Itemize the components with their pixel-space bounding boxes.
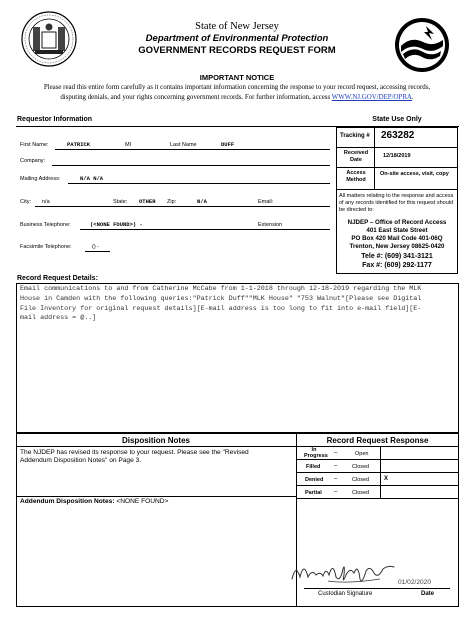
addendum-label: Addendum Disposition Notes: bbox=[20, 498, 115, 505]
office-line-1: NJDEP – Office of Record Access bbox=[347, 219, 447, 226]
mailing-underline bbox=[68, 183, 330, 184]
info-text: All matters relating to the response and access of any records identified for this request should be directed to: bbox=[339, 193, 454, 213]
form-title: GOVERNMENT RECORDS REQUEST FORM bbox=[138, 45, 336, 56]
opra-link[interactable]: WWW.NJ.GOV/DEP/OPRA bbox=[331, 94, 412, 101]
state-title: State of New Jersey bbox=[195, 21, 279, 32]
extension-label: Extension bbox=[258, 222, 283, 228]
response-title: Record Request Response bbox=[326, 436, 429, 445]
company-underline bbox=[52, 165, 330, 166]
tracking-value: 263282 bbox=[381, 130, 415, 141]
zip-label: Zip: bbox=[167, 199, 177, 205]
notice-title: IMPORTANT NOTICE bbox=[199, 73, 275, 82]
access-value: On-site access, visit, copy bbox=[380, 171, 449, 177]
city-label: City: bbox=[20, 199, 31, 205]
company-label: Company: bbox=[20, 158, 46, 164]
mailing-label: Mailing Address: bbox=[20, 176, 61, 182]
tracking-label: Tracking # bbox=[340, 133, 370, 139]
business-phone-label: Business Telephone: bbox=[20, 222, 71, 228]
last-name-field[interactable]: DUFF bbox=[221, 141, 235, 148]
notice-line-2-end: . bbox=[411, 94, 414, 101]
email-label: Email: bbox=[258, 199, 274, 205]
response-denied-label: Denied bbox=[305, 477, 324, 483]
received-label: Received Date bbox=[343, 150, 369, 163]
office-line-3: PO Box 420 Mail Code 401-06Q bbox=[351, 235, 443, 242]
city-underline bbox=[35, 206, 330, 207]
addendum-row bbox=[20, 498, 168, 505]
signature-line bbox=[304, 588, 450, 589]
last-name-label: Last Name bbox=[170, 142, 197, 148]
first-name-label: First Name: bbox=[20, 142, 49, 148]
state-field[interactable]: OTHER bbox=[139, 198, 156, 205]
response-denied-dash: – bbox=[334, 476, 338, 482]
response-filled-dash: – bbox=[334, 463, 338, 469]
first-name-field[interactable]: PATRICK bbox=[67, 141, 91, 148]
response-denied-mark[interactable]: X bbox=[384, 476, 389, 482]
notice-line-1: Please read this entire form carefully as it contains important information concerning the response to your record request, accessing records, bbox=[43, 84, 431, 91]
response-filled-status: Closed bbox=[352, 464, 370, 470]
response-row-line-4 bbox=[296, 498, 459, 499]
notice-line-2 bbox=[0, 94, 474, 101]
fax-number: Fax #: (609) 292-1177 bbox=[362, 262, 432, 269]
response-denied-status: Closed bbox=[352, 477, 370, 483]
department-title: Department of Environmental Protection bbox=[145, 33, 329, 44]
received-value: 12/18/2019 bbox=[383, 153, 411, 159]
disposition-title: Disposition Notes bbox=[121, 436, 190, 445]
custodian-label: Custodian Signature bbox=[318, 591, 373, 597]
state-use-divider bbox=[374, 127, 375, 189]
mailing-field[interactable]: N/A N/A bbox=[80, 175, 104, 182]
signature-date: 01/02/2020 bbox=[398, 579, 432, 586]
state-label: State: bbox=[113, 199, 128, 205]
fax-field[interactable]: () - bbox=[92, 244, 100, 250]
disposition-text: The NJDEP has revised its response to your request. Please see the "Revised Addendum Disposition Notes" on Page 3. bbox=[20, 449, 249, 464]
fax-label: Facsimile Telephone: bbox=[20, 244, 72, 250]
state-use-row2 bbox=[336, 167, 458, 168]
name-underline bbox=[55, 149, 330, 150]
custodian-signature bbox=[288, 555, 400, 587]
record-request-label: Record Request Details: bbox=[17, 275, 98, 282]
response-row-line-3 bbox=[296, 485, 459, 486]
response-in-progress-dash: – bbox=[334, 450, 338, 456]
office-line-2: 401 East State Street bbox=[366, 227, 428, 234]
notice-line-2-text: disputing denials, and your rights concerning government records. For further information, access bbox=[60, 94, 332, 101]
response-partial-status: Closed bbox=[352, 490, 370, 496]
state-use-row3 bbox=[336, 189, 458, 190]
state-use-row1 bbox=[336, 147, 458, 148]
response-in-progress-status: Open bbox=[355, 451, 369, 457]
mi-label: MI bbox=[125, 142, 132, 148]
response-row-line-2 bbox=[296, 472, 459, 473]
response-partial-dash: – bbox=[334, 489, 338, 495]
city-field[interactable]: n/a bbox=[42, 199, 50, 205]
tel-number: Tele #: (609) 341-3121 bbox=[361, 253, 433, 260]
record-request-text: Email communications to and from Catherine McCabe from 1-1-2018 through 12-18-2019 regarding the MLK House in Camden with the following queries:"Patrick Duff""MLK House" "753 Walnut"[Please see Digital File Inventory for original request details][E-mail address is too long to fit into e-mail field][E- mail address = @..] bbox=[20, 285, 422, 323]
response-row-line-1 bbox=[296, 459, 459, 460]
business-phone-field[interactable]: (<NONE FOUND>) - bbox=[90, 221, 143, 228]
zip-field[interactable]: N/A bbox=[197, 198, 207, 205]
access-label: Access Method bbox=[346, 170, 366, 183]
response-partial-label: Partial bbox=[305, 490, 322, 496]
fax-underline bbox=[85, 251, 110, 252]
phone-underline bbox=[80, 229, 330, 230]
disposition-header-line bbox=[16, 446, 459, 447]
response-filled-label: Filled bbox=[306, 464, 321, 470]
date-label: Date bbox=[421, 591, 435, 597]
state-use-title: State Use Only bbox=[372, 116, 422, 123]
requestor-section-title: Requestor Information bbox=[17, 116, 93, 123]
addendum-line bbox=[16, 496, 296, 497]
dep-logo bbox=[393, 16, 451, 74]
response-in-progress-label: In Progress bbox=[304, 447, 328, 459]
office-line-4: Trenton, New Jersey 08625-0420 bbox=[349, 243, 445, 250]
addendum-value: <NONE FOUND> bbox=[116, 498, 169, 505]
